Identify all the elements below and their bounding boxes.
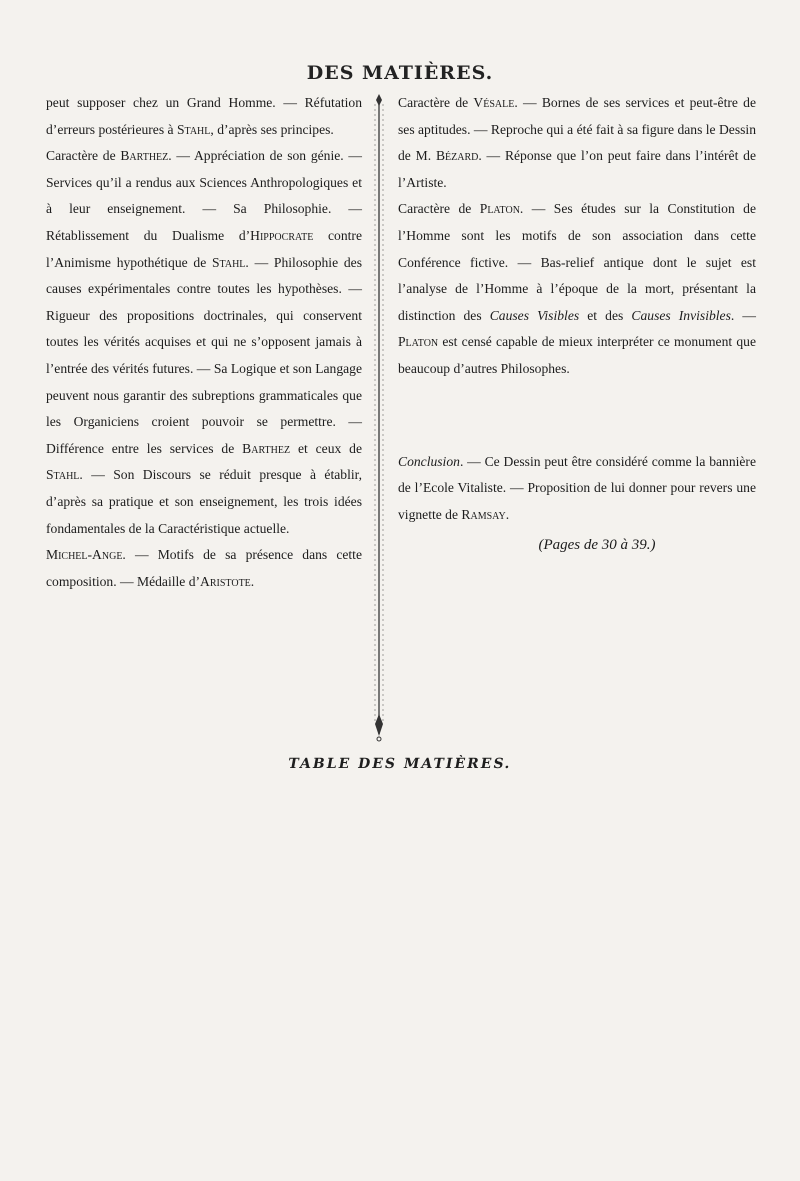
page-footer: TABLE DES MATIÈRES.	[286, 756, 514, 772]
paragraph-stahl-refutation: peut supposer chez un Grand Homme. — Réfutation d’erreurs postérieures à Stahl, d’après ses principes.	[46, 95, 362, 137]
paragraph-barthez: Caractère de Barthez. — Appréciation de son génie. — Services qu’il a rendus aux Sciences Anthropologiques et à leur enseignement. — Sa Philosophie. — Rétablissement du Dualisme d’Hippocrate contre l’Animisme hypothétique de Stahl. — Philosophie des causes expérimentales contre toutes les hypothèses. — Rigueur des propositions doctrinales, qui conservent toutes les vérités acquises et qui ne s’opposent jamais à l’entrée des vérités futures. — Sa Logique et son Langage peuvent nous garantir des subreptions grammaticales que les Organiciens croient pouvoir se permettre. — Différence entre les services de Barthez et ceux de Stahl. — Son Discours se réduit presque à établir, d’après sa pratique et son enseignement, les trois idées fondamentales de la Caractéristique actuelle.	[46, 148, 363, 536]
left-column	[46, 90, 362, 595]
page-header: DES MATIÈRES.	[306, 62, 494, 84]
column-divider-ornament	[368, 94, 390, 742]
paragraph-michel-ange: Michel-Ange. — Motifs de sa présence dans cette composition. — Médaille d’Aristote.	[46, 547, 362, 589]
paragraph-platon: Caractère de Platon. — Ses études sur la Constitution de l’Homme sont les motifs de son association dans cette Conférence fictive. — Bas-relief antique dont le sujet est l’analyse de l’Homme à l’époque de la mort, présentant la distinction des Causes Visibles et des Causes Invisibles. — Platon est censé capable de mieux interpréter ce monument que beaucoup d’autres Philosophes.	[398, 201, 757, 376]
paragraph-conclusion: Conclusion. — Ce Dessin peut être considéré comme la bannière de l’Ecole Vitaliste. — Proposition de lui donner pour revers une vignette de Ramsay.	[398, 453, 756, 522]
paragraph-vesale: Caractère de Vésale. — Bornes de ses services et peut-être de ses aptitudes. — Reproche qui a été fait à sa figure dans le Dessin de M. Bézard. — Réponse que l’on peut faire dans l’intérêt de l’Artiste.	[398, 95, 757, 190]
right-column	[398, 90, 756, 559]
page-range: (Pages de 30 à 39.)	[538, 537, 656, 554]
